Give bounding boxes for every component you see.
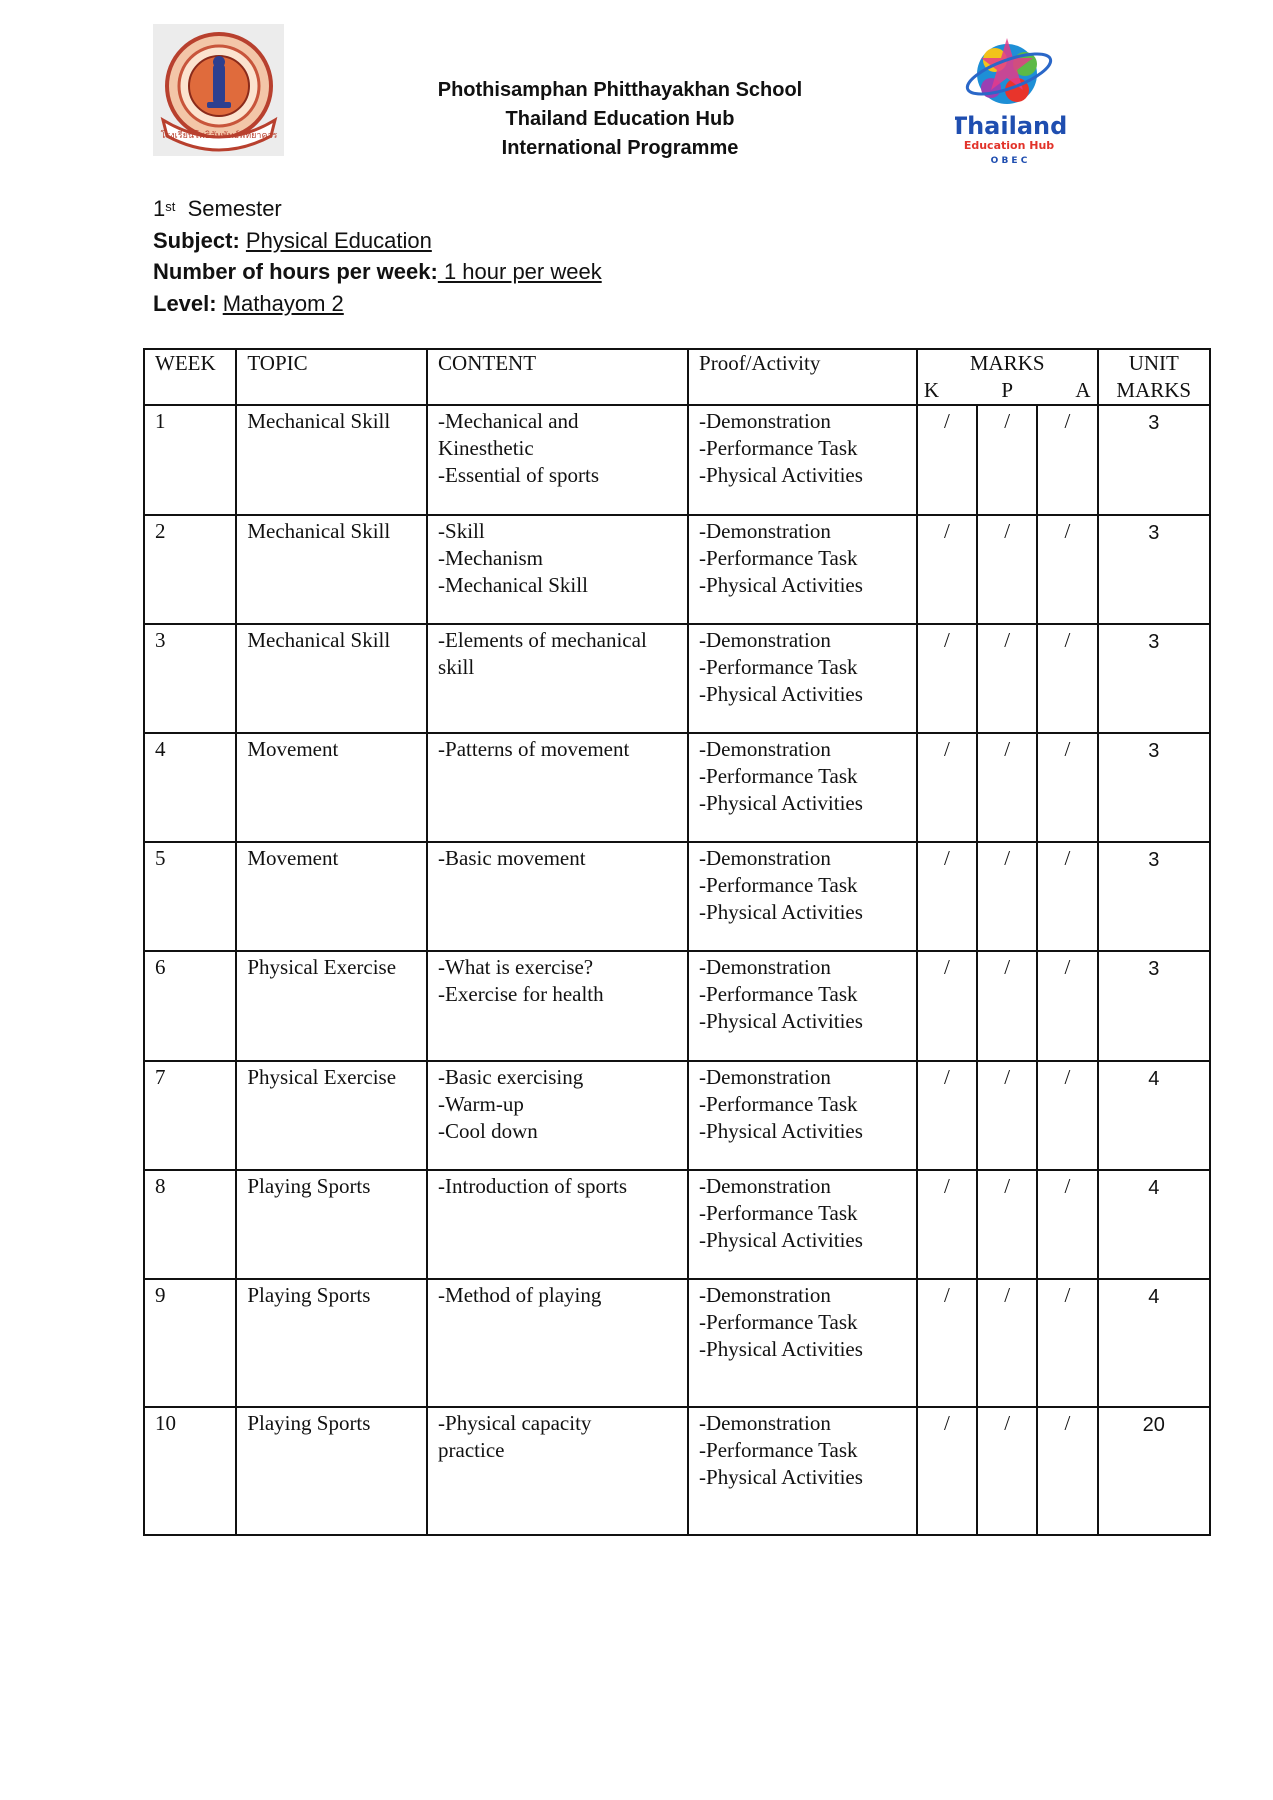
week-cell: 6 [144,951,236,1060]
school-name: Phothisamphan Phitthayakhan School [437,79,803,101]
hours-label: Number of hours per week: [153,259,438,284]
header-p: P [1001,378,1014,402]
proof-cell-line: -Physical Activities [699,463,863,487]
topic-cell: Movement [236,733,427,842]
unit-marks-cell: 20 [1098,1407,1210,1535]
proof-cell [688,1407,917,1535]
proof-cell [688,515,917,624]
school-emblem-logo [153,24,284,156]
content-cell-line: skill [438,655,475,680]
topic-cell: Playing Sports [236,1407,427,1535]
mark-k-cell: / [917,405,977,515]
proof-cell-line: -Performance Task [699,436,858,460]
level-label: Level: [153,290,217,316]
proof-cell [688,1170,917,1279]
schedule-table [143,348,1211,1536]
topic-cell: Physical Exercise [236,951,427,1060]
topic-cell: Physical Exercise [236,1061,427,1170]
mark-p-cell: / [977,1170,1037,1279]
svg-text:โรงเรียนโพธิสัมพันธ์พิทยาคาร: โรงเรียนโพธิสัมพันธ์พิทยาคาร [160,131,278,141]
proof-cell-line: -Performance Task [699,1200,858,1225]
content-cell-line: -Introduction of sports [438,1173,628,1198]
table-row [144,515,1210,624]
proof-cell-line: -Performance Task [699,1309,858,1334]
proof-cell-line: -Performance Task [699,1091,858,1116]
content-cell-line: -Elements of mechanical [438,628,647,653]
week-cell: 4 [144,733,236,842]
programme-name: International Programme [501,137,739,159]
table-header-row [144,349,1210,405]
proof-cell [688,1061,917,1170]
topic-cell: Movement [236,842,427,951]
proof-cell-line: -Physical Activities [699,791,863,816]
proof-cell-line: -Physical Activities [699,900,863,925]
week-cell: 1 [144,405,236,515]
content-cell-line: -Warm-up [438,1091,524,1116]
content-cell [427,624,688,733]
proof-cell-line: -Physical Activities [699,1118,863,1143]
mark-a-cell: / [1037,624,1097,733]
header-week: WEEK [144,349,236,405]
mark-k-cell: / [917,1061,977,1170]
content-cell-line: -Essential of sports [438,463,600,487]
proof-cell-line: -Demonstration [699,846,831,871]
content-cell-line: -What is exercise? [438,955,594,980]
header-unit-marks-label: MARKS [1116,378,1192,402]
unit-marks-cell: 3 [1098,951,1210,1060]
hub-name: Thailand Education Hub [505,108,735,130]
mark-p-cell: / [977,624,1037,733]
mark-a-cell: / [1037,405,1097,515]
mark-k-cell: / [917,1170,977,1279]
proof-cell-line: -Demonstration [699,409,831,433]
unit-marks-cell: 3 [1098,405,1210,515]
semester-suffix: st [165,199,176,214]
proof-cell-line: -Performance Task [699,546,858,571]
svg-text:Thailand: Thailand [955,112,1068,140]
semester-line [153,193,602,225]
proof-cell-line: -Physical Activities [699,1464,863,1489]
table-row [144,1407,1210,1535]
table-body [144,405,1210,1535]
proof-cell-line: -Performance Task [699,764,858,789]
mark-p-cell: / [977,1061,1037,1170]
proof-cell-line: -Demonstration [699,1173,831,1198]
mark-p-cell: / [977,515,1037,624]
table-row [144,624,1210,733]
header-marks [917,349,1098,405]
content-cell-line: -Mechanical Skill [438,573,588,598]
content-cell-line: -Patterns of movement [438,737,630,762]
content-cell [427,1170,688,1279]
semester-label: Semester [187,196,282,221]
content-cell [427,515,688,624]
mark-a-cell: / [1037,515,1097,624]
hours-value: 1 hour per week [437,259,602,284]
subject-value: Physical Education [245,227,432,253]
table-row [144,842,1210,951]
mark-a-cell: / [1037,842,1097,951]
topic-cell: Mechanical Skill [236,405,427,515]
mark-p-cell: / [977,1279,1037,1407]
table-row [144,405,1210,515]
proof-cell [688,405,917,515]
content-cell-line: -Physical capacity [438,1410,592,1435]
mark-a-cell: / [1037,733,1097,842]
content-cell [427,951,688,1060]
week-cell: 5 [144,842,236,951]
thailand-education-hub-logo [955,30,1075,166]
unit-marks-cell: 3 [1098,624,1210,733]
svg-text:Education Hub: Education Hub [963,139,1055,152]
week-cell: 9 [144,1279,236,1407]
proof-cell [688,951,917,1060]
mark-k-cell: / [917,1407,977,1535]
proof-cell-line: -Demonstration [699,1282,831,1307]
content-cell-line: -Exercise for health [438,982,604,1007]
header-kpa [918,377,1097,404]
mark-k-cell: / [917,842,977,951]
table-row [144,1061,1210,1170]
content-cell [427,1279,688,1407]
mark-p-cell: / [977,951,1037,1060]
level-value: Mathayom 2 [222,290,344,316]
content-cell-line: -Cool down [438,1118,538,1143]
mark-k-cell: / [917,1279,977,1407]
proof-cell-line: -Physical Activities [699,682,863,707]
header-unit: UNIT [1128,351,1179,375]
proof-cell-line: -Physical Activities [699,1336,863,1361]
header-proof-activity: Proof/Activity [688,349,917,405]
topic-cell: Mechanical Skill [236,515,427,624]
week-cell: 3 [144,624,236,733]
mark-a-cell: / [1037,951,1097,1060]
table-row [144,733,1210,842]
mark-p-cell: / [977,842,1037,951]
proof-cell-line: -Performance Task [699,873,858,898]
topic-cell: Playing Sports [236,1170,427,1279]
table-row [144,1170,1210,1279]
unit-marks-cell: 3 [1098,842,1210,951]
topic-cell: Mechanical Skill [236,624,427,733]
semester-number: 1 [153,196,166,221]
mark-k-cell: / [917,733,977,842]
course-info [153,193,602,319]
content-cell-line: practice [438,1437,505,1462]
mark-p-cell: / [977,1407,1037,1535]
topic-cell: Playing Sports [236,1279,427,1407]
proof-cell-line: -Performance Task [699,655,858,680]
mark-a-cell: / [1037,1170,1097,1279]
mark-a-cell: / [1037,1279,1097,1407]
svg-text:O B E C: O B E C [990,156,1028,166]
mark-p-cell: / [977,405,1037,515]
mark-k-cell: / [917,515,977,624]
week-cell: 7 [144,1061,236,1170]
hours-line [153,256,602,288]
header-unit-marks [1098,349,1210,405]
proof-cell-line: -Demonstration [699,519,831,544]
table-row [144,1279,1210,1407]
header-k: K [923,378,940,402]
week-cell: 8 [144,1170,236,1279]
content-cell-line: -Mechanical and [438,409,579,433]
mark-k-cell: / [917,624,977,733]
header-marks-label: MARKS [969,351,1045,375]
subject-line [153,225,602,257]
proof-cell-line: -Physical Activities [699,1009,863,1034]
header-topic: TOPIC [236,349,427,405]
unit-marks-cell: 3 [1098,733,1210,842]
table-row [144,951,1210,1060]
mark-p-cell: / [977,733,1037,842]
proof-cell-line: -Performance Task [699,982,858,1007]
content-cell-line: -Mechanism [438,546,544,571]
proof-cell [688,624,917,733]
content-cell-line: -Skill [438,519,485,544]
school-header [380,76,860,163]
proof-cell-line: -Physical Activities [699,573,863,598]
proof-cell-line: -Physical Activities [699,1227,863,1252]
header-a: A [1075,378,1091,402]
week-cell: 10 [144,1407,236,1535]
level-line [153,288,602,320]
proof-cell-line: -Demonstration [699,628,831,653]
proof-cell-line: -Demonstration [699,1410,831,1435]
content-cell-line: -Method of playing [438,1282,602,1307]
mark-k-cell: / [917,951,977,1060]
unit-marks-cell: 4 [1098,1061,1210,1170]
mark-a-cell: / [1037,1407,1097,1535]
content-cell [427,842,688,951]
week-cell: 2 [144,515,236,624]
proof-cell-line: -Demonstration [699,955,831,980]
content-cell [427,733,688,842]
unit-marks-cell: 4 [1098,1279,1210,1407]
content-cell [427,405,688,515]
unit-marks-cell: 3 [1098,515,1210,624]
proof-cell [688,842,917,951]
proof-cell [688,733,917,842]
proof-cell-line: -Demonstration [699,1064,831,1089]
header-content: CONTENT [427,349,688,405]
content-cell [427,1407,688,1535]
content-cell-line: Kinesthetic [438,436,534,460]
content-cell-line: -Basic exercising [438,1064,584,1089]
proof-cell-line: -Performance Task [699,1437,858,1462]
unit-marks-cell: 4 [1098,1170,1210,1279]
content-cell [427,1061,688,1170]
proof-cell-line: -Demonstration [699,737,831,762]
mark-a-cell: / [1037,1061,1097,1170]
content-cell-line: -Basic movement [438,846,586,871]
subject-label: Subject: [153,227,240,253]
proof-cell [688,1279,917,1407]
